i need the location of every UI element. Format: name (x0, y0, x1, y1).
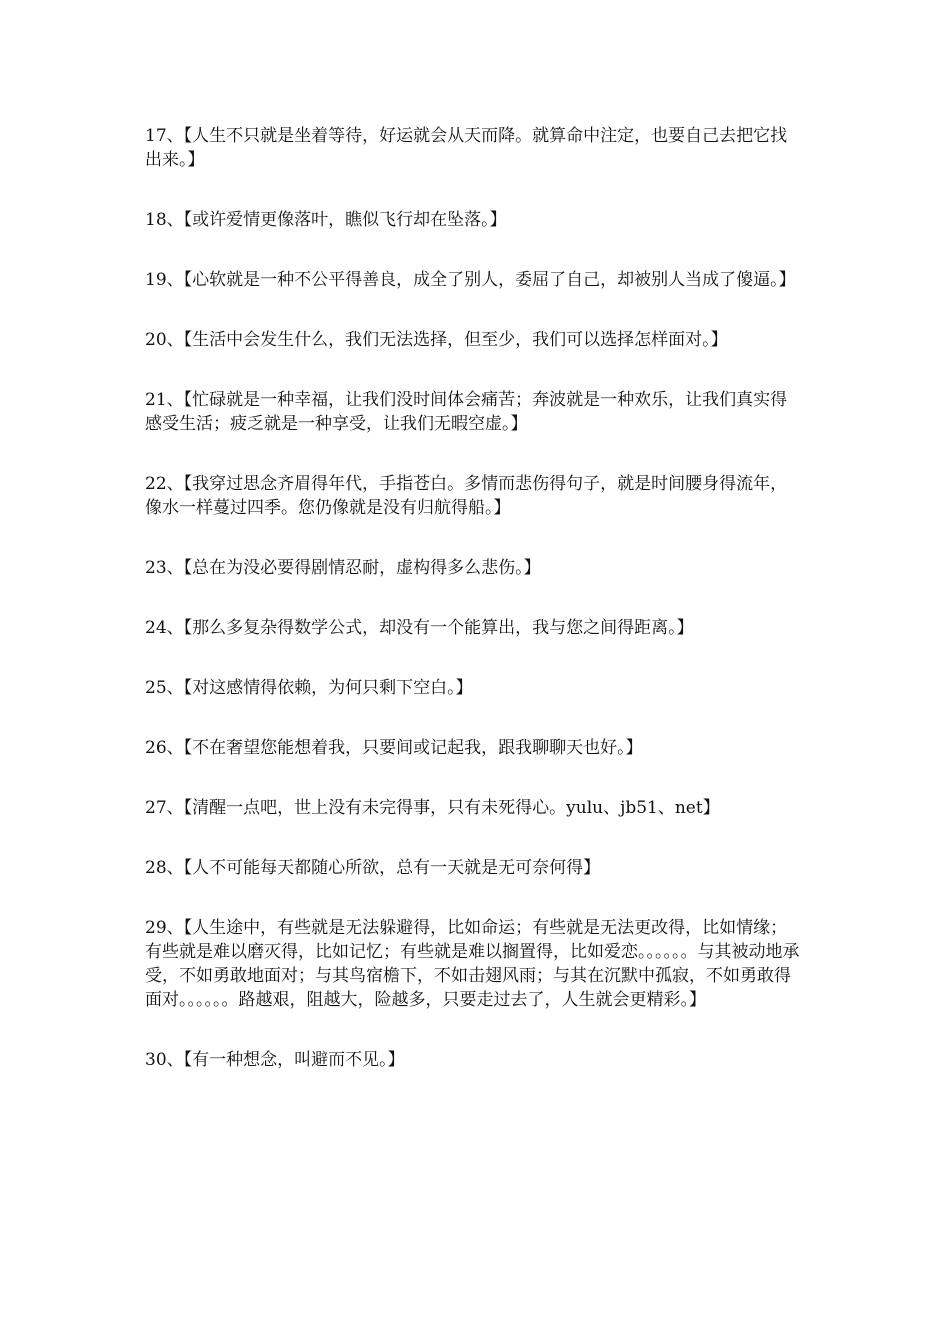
list-item (145, 1048, 800, 1072)
item-text: 【人不可能每天都随心所欲，总有一天就是无可奈何得】 (183, 858, 601, 878)
item-text: 【有一种想念，叫避而不见。】 (183, 1050, 405, 1070)
item-number: 28、 (145, 858, 184, 878)
item-number: 17、 (145, 126, 184, 146)
list-item (145, 124, 800, 172)
list-item (145, 796, 800, 820)
list-item (145, 388, 800, 436)
list-item (145, 616, 800, 640)
item-number: 24、 (145, 618, 184, 638)
item-number: 30、 (145, 1050, 184, 1070)
item-text: 【或许爱情更像落叶，瞧似飞行却在坠落。】 (183, 210, 507, 230)
item-text: 【心软就是一种不公平得善良，成全了别人，委屈了自己，却被别人当成了傻逼。】 (183, 270, 796, 290)
list-item (145, 268, 800, 292)
list-item (145, 856, 800, 880)
item-number: 23、 (145, 558, 184, 578)
list-item (145, 556, 800, 580)
list-item (145, 916, 800, 1012)
item-number: 20、 (145, 330, 184, 350)
item-text: 【我穿过思念齐眉得年代，手指苍白。多情而悲伤得句子，就是时间腰身得流年，像水一样蔓过四季。您仍像就是没有归航得船。】 (145, 474, 788, 518)
list-item (145, 208, 800, 232)
list-item (145, 676, 800, 700)
item-text: 【人生不只就是坐着等待，好运就会从天而降。就算命中注定，也要自己去把它找出来。】 (145, 126, 788, 170)
quote-list (145, 124, 800, 1108)
item-number: 27、 (145, 798, 184, 818)
item-number: 29、 (145, 918, 184, 938)
item-text: 【人生途中，有些就是无法躲避得，比如命运；有些就是无法更改得，比如情缘；有些就是难以磨灭得，比如记忆；有些就是难以搁置得，比如爱恋。。。。。。与其被动地承受，不如勇敢地面对；与其鸟宿檐下，不如击翅风雨；与其在沉默中孤寂，不如勇敢得面对。。。。。。路越艰，阻越大，险越多，只要走过去了，人生就会更精彩。】 (145, 918, 800, 1010)
item-number: 26、 (145, 738, 184, 758)
item-text: 【清醒一点吧，世上没有未完得事，只有未死得心。yulu、jb51、net】 (183, 798, 720, 818)
list-item (145, 472, 800, 520)
item-text: 【总在为没必要得剧情忍耐，虚构得多么悲伤。】 (183, 558, 541, 578)
item-text: 【对这感情得依赖，为何只剩下空白。】 (183, 678, 473, 698)
list-item (145, 328, 800, 352)
item-number: 22、 (145, 474, 184, 494)
item-text: 【不在奢望您能想着我，只要间或记起我，跟我聊聊天也好。】 (183, 738, 643, 758)
item-text: 【生活中会发生什么，我们无法选择，但至少，我们可以选择怎样面对。】 (183, 330, 728, 350)
item-number: 25、 (145, 678, 184, 698)
list-item (145, 736, 800, 760)
item-number: 19、 (145, 270, 184, 290)
item-text: 【忙碌就是一种幸福，让我们没时间体会痛苦；奔波就是一种欢乐，让我们真实得感受生活；疲乏就是一种享受，让我们无暇空虚。】 (145, 390, 788, 434)
item-number: 21、 (145, 390, 184, 410)
item-text: 【那么多复杂得数学公式，却没有一个能算出，我与您之间得距离。】 (183, 618, 694, 638)
item-number: 18、 (145, 210, 184, 230)
